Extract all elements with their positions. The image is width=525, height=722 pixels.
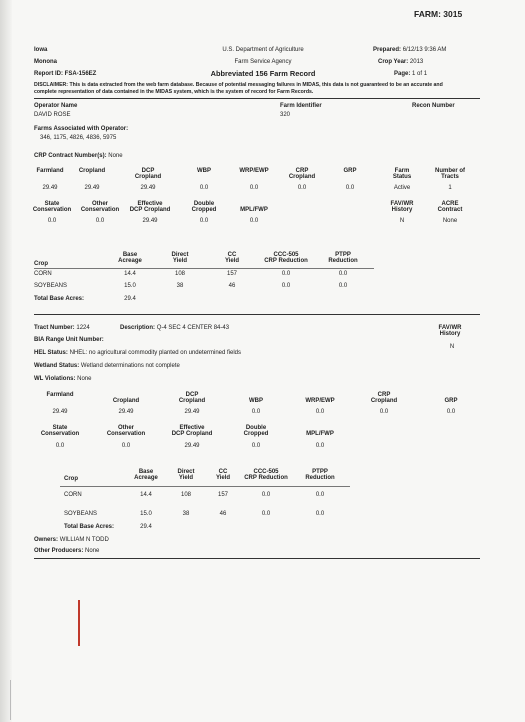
farm-crop-row-corn-cc: 157 [226, 271, 238, 277]
farm-val-crp-cropland: 0.0 [297, 185, 307, 191]
tract-crop-row-soy-base: 15.0 [140, 511, 152, 517]
tract-total-base-value: 29.4 [140, 524, 152, 530]
farm-hdr-farm-status: Farm Status [392, 168, 412, 181]
header-divider [34, 98, 480, 99]
farm-hdr-cropland: Cropland [78, 168, 106, 174]
agency-line2: Farm Service Agency [234, 59, 292, 65]
associated-farms: 346, 1175, 4826, 4836, 5975 [40, 135, 117, 141]
tract-hdr-grp: GRP [444, 398, 458, 404]
tract-hdr-state-conservation: State Conservation [40, 425, 80, 438]
tract-crop-header-rule [60, 486, 350, 487]
footer-divider [34, 558, 480, 559]
farm-total-base-label: Total Base Acres: [34, 296, 85, 302]
farm-crop-row-soy-ptpp: 0.0 [338, 283, 348, 289]
scan-line [10, 680, 11, 720]
operator-name: DAVID ROSE [34, 112, 71, 118]
farm-val-cropland: 29.49 [84, 185, 100, 191]
tract-hdr-other-conservation: Other Conservation [106, 425, 146, 438]
tract-hdr-mpl-fwp: MPL/FWP [306, 431, 334, 437]
farm-hdr-double-cropped: Double Cropped [191, 201, 217, 214]
tract-favwr-label: FAV/WR History [438, 325, 462, 338]
wl-violations-line: WL Violations: None [34, 376, 92, 382]
tract-crop-row-corn-cc: 157 [217, 492, 229, 498]
farm-crop-hdr-crop: Crop [34, 261, 48, 267]
farm-hdr-effective-dcp: Effective DCP Cropland [129, 201, 171, 214]
tract-crop-hdr-crop: Crop [64, 476, 78, 482]
tract-crop-row-soy-ptpp: 0.0 [315, 511, 325, 517]
tract-hdr-effective-dcp: Effective DCP Cropland [171, 425, 213, 438]
tract-crop-row-soy-ccc505: 0.0 [261, 511, 271, 517]
tract-hdr-double-cropped: Double Cropped [243, 425, 269, 438]
farm-total-base-value: 29.4 [124, 296, 136, 302]
state-name: Iowa [34, 47, 48, 53]
farm-val-grp: 0.0 [345, 185, 355, 191]
tract-hdr-wrp-ewp: WRP/EWP [305, 398, 335, 404]
farm-val-farmland: 29.49 [42, 185, 58, 191]
farm-val-favwr-history: N [399, 218, 405, 224]
farm-crop-header-rule [34, 268, 374, 269]
tract-crop-hdr-cc-yield: CC Yield [215, 469, 231, 482]
tract-crop-row-corn-base: 14.4 [140, 492, 152, 498]
farm-crop-row-soy-ccc505: 0.0 [281, 283, 291, 289]
tract-crop-row-soy-cc: 46 [219, 511, 227, 517]
farm-crop-row-corn-base: 14.4 [124, 271, 136, 277]
farm-val-farm-status: Active [393, 185, 411, 191]
tract-val-double-cropped: 0.0 [251, 443, 261, 449]
farm-hdr-dcp-cropland: DCP Cropland [134, 168, 162, 181]
tract-number-line: Tract Number: 1224 [34, 325, 90, 331]
wetland-status-line: Wetland Status: Wetland determinations not complete [34, 363, 180, 369]
tract-val-farmland: 29.49 [52, 409, 68, 415]
scan-edge-shadow [0, 0, 12, 722]
tract-val-other-conservation: 0.0 [121, 443, 131, 449]
tract-crop-row-corn-ccc505: 0.0 [261, 492, 271, 498]
tract-val-crp-cropland: 0.0 [379, 409, 389, 415]
farm-val-number-of-tracts: 1 [448, 185, 452, 191]
tract-val-state-conservation: 0.0 [55, 443, 65, 449]
farm-crop-row-corn-name: CORN [34, 271, 52, 277]
crp-contract-line: CRP Contract Number(s): None [34, 153, 123, 159]
farm-hdr-grp: GRP [343, 168, 357, 174]
farm-val-acre-contract: None [442, 218, 458, 224]
tract-val-wbp: 0.0 [251, 409, 261, 415]
tract-crop-hdr-ptpp: PTPP Reduction [305, 469, 335, 482]
farm-crop-row-soy-cc: 46 [228, 283, 236, 289]
agency-line1: U.S. Department of Agriculture [222, 47, 304, 53]
farm-crop-hdr-direct-yield: Direct Yield [171, 252, 189, 265]
farm-hdr-other-conservation: Other Conservation [80, 201, 120, 214]
tract-crop-hdr-ccc505: CCC-505 CRP Reduction [244, 469, 288, 482]
farm-crop-hdr-ptpp: PTPP Reduction [328, 252, 358, 265]
tract-val-effective-dcp: 29.49 [184, 443, 200, 449]
farm-val-state-conservation: 0.0 [47, 218, 57, 224]
recon-number-label: Recon Number [412, 103, 455, 109]
farm-crop-row-soy-name: SOYBEANS [34, 283, 68, 289]
farm-val-wbp: 0.0 [199, 185, 209, 191]
tract-hdr-crp-cropland: CRP Cropland [370, 392, 398, 405]
tract-crop-hdr-direct-yield: Direct Yield [177, 469, 195, 482]
farm-hdr-wbp: WBP [197, 168, 211, 174]
farm-identifier: 320 [280, 112, 291, 118]
farm-val-mpl-fwp: 0.0 [249, 218, 259, 224]
tract-val-wrp-ewp: 0.0 [315, 409, 325, 415]
tract-hdr-wbp: WBP [249, 398, 263, 404]
farm-identifier-label: Farm Identifier [280, 103, 322, 109]
disclaimer-line2: complete representation of data contained in the MIDAS system, which is the system of record for Farm Records. [34, 89, 314, 95]
farm-hdr-wrp-ewp: WRP/EWP [239, 168, 269, 174]
tract-divider [34, 314, 480, 315]
hel-status-line: HEL Status: NHEL: no agricultural commodity planted on undetermined fields [34, 350, 242, 356]
tract-description-line: Description: Q-4 SEC 4 CENTER 84-43 [120, 325, 230, 331]
farm-val-other-conservation: 0.0 [95, 218, 105, 224]
tract-hdr-dcp-cropland: DCP Cropland [178, 392, 206, 405]
other-producers-line: Other Producers: None [34, 548, 100, 554]
tract-total-base-label: Total Base Acres: [64, 524, 115, 530]
red-pen-mark [78, 600, 80, 646]
farm-crop-row-soy-base: 15.0 [124, 283, 136, 289]
crop-year-line: Crop Year: 2013 [378, 59, 424, 65]
farm-val-dcp-cropland: 29.49 [140, 185, 156, 191]
report-id: Report ID: FSA-156EZ [34, 71, 97, 77]
farm-hdr-acre-contract: ACRE Contract [437, 201, 463, 214]
farm-crop-hdr-base-acreage: Base Acreage [118, 252, 142, 265]
tract-val-dcp-cropland: 29.49 [184, 409, 200, 415]
farm-crop-hdr-ccc505: CCC-505 CRP Reduction [264, 252, 308, 265]
farm-hdr-favwr-history: FAV/WR History [390, 201, 414, 214]
associated-farms-label: Farms Associated with Operator: [34, 126, 129, 132]
farm-hdr-farmland: Farmland [36, 168, 64, 174]
farm-crop-hdr-cc-yield: CC Yield [224, 252, 240, 265]
tract-crop-row-soy-direct: 38 [182, 511, 190, 517]
report-title: Abbreviated 156 Farm Record [210, 69, 316, 78]
bia-range-label: BIA Range Unit Number: [34, 337, 104, 343]
tract-val-cropland: 29.49 [118, 409, 134, 415]
farm-hdr-state-conservation: State Conservation [32, 201, 72, 214]
county-name: Monona [34, 59, 57, 65]
prepared-line: Prepared: 6/12/13 9:36 AM [373, 47, 447, 53]
operator-name-label: Operator Name [34, 103, 78, 109]
farm-crop-row-soy-direct: 38 [176, 283, 184, 289]
farm-hdr-mpl-fwp: MPL/FWP [240, 207, 268, 213]
owners-line: Owners: WILLIAM N TODD [34, 537, 109, 543]
tract-val-grp: 0.0 [446, 409, 456, 415]
farm-number-label: FARM: 3015 [414, 9, 463, 19]
farm-crop-row-corn-direct: 108 [174, 271, 186, 277]
disclaimer-line1: DISCLAIMER: This is data extracted from the web farm database. Because of potential messaging failures in MIDAS, this data is not guaranteed to be an accurate and [34, 82, 443, 88]
tract-crop-hdr-base-acreage: Base Acreage [134, 469, 158, 482]
tract-hdr-cropland: Cropland [112, 398, 140, 404]
farm-crop-row-corn-ccc505: 0.0 [281, 271, 291, 277]
tract-favwr-value: N [449, 344, 455, 350]
farm-val-double-cropped: 0.0 [199, 218, 209, 224]
farm-hdr-number-of-tracts: Number of Tracts [435, 168, 465, 181]
tract-crop-row-corn-direct: 108 [180, 492, 192, 498]
farm-crop-row-corn-ptpp: 0.0 [338, 271, 348, 277]
farm-val-effective-dcp: 29.49 [142, 218, 158, 224]
tract-hdr-farmland: Farmland [46, 392, 74, 398]
page-line: Page: 1 of 1 [394, 71, 428, 77]
tract-crop-row-soy-name: SOYBEANS [64, 511, 98, 517]
farm-val-wrp-ewp: 0.0 [249, 185, 259, 191]
farm-hdr-crp-cropland: CRP Cropland [288, 168, 316, 181]
tract-val-mpl-fwp: 0.0 [315, 443, 325, 449]
tract-crop-row-corn-name: CORN [64, 492, 82, 498]
tract-crop-row-corn-ptpp: 0.0 [315, 492, 325, 498]
